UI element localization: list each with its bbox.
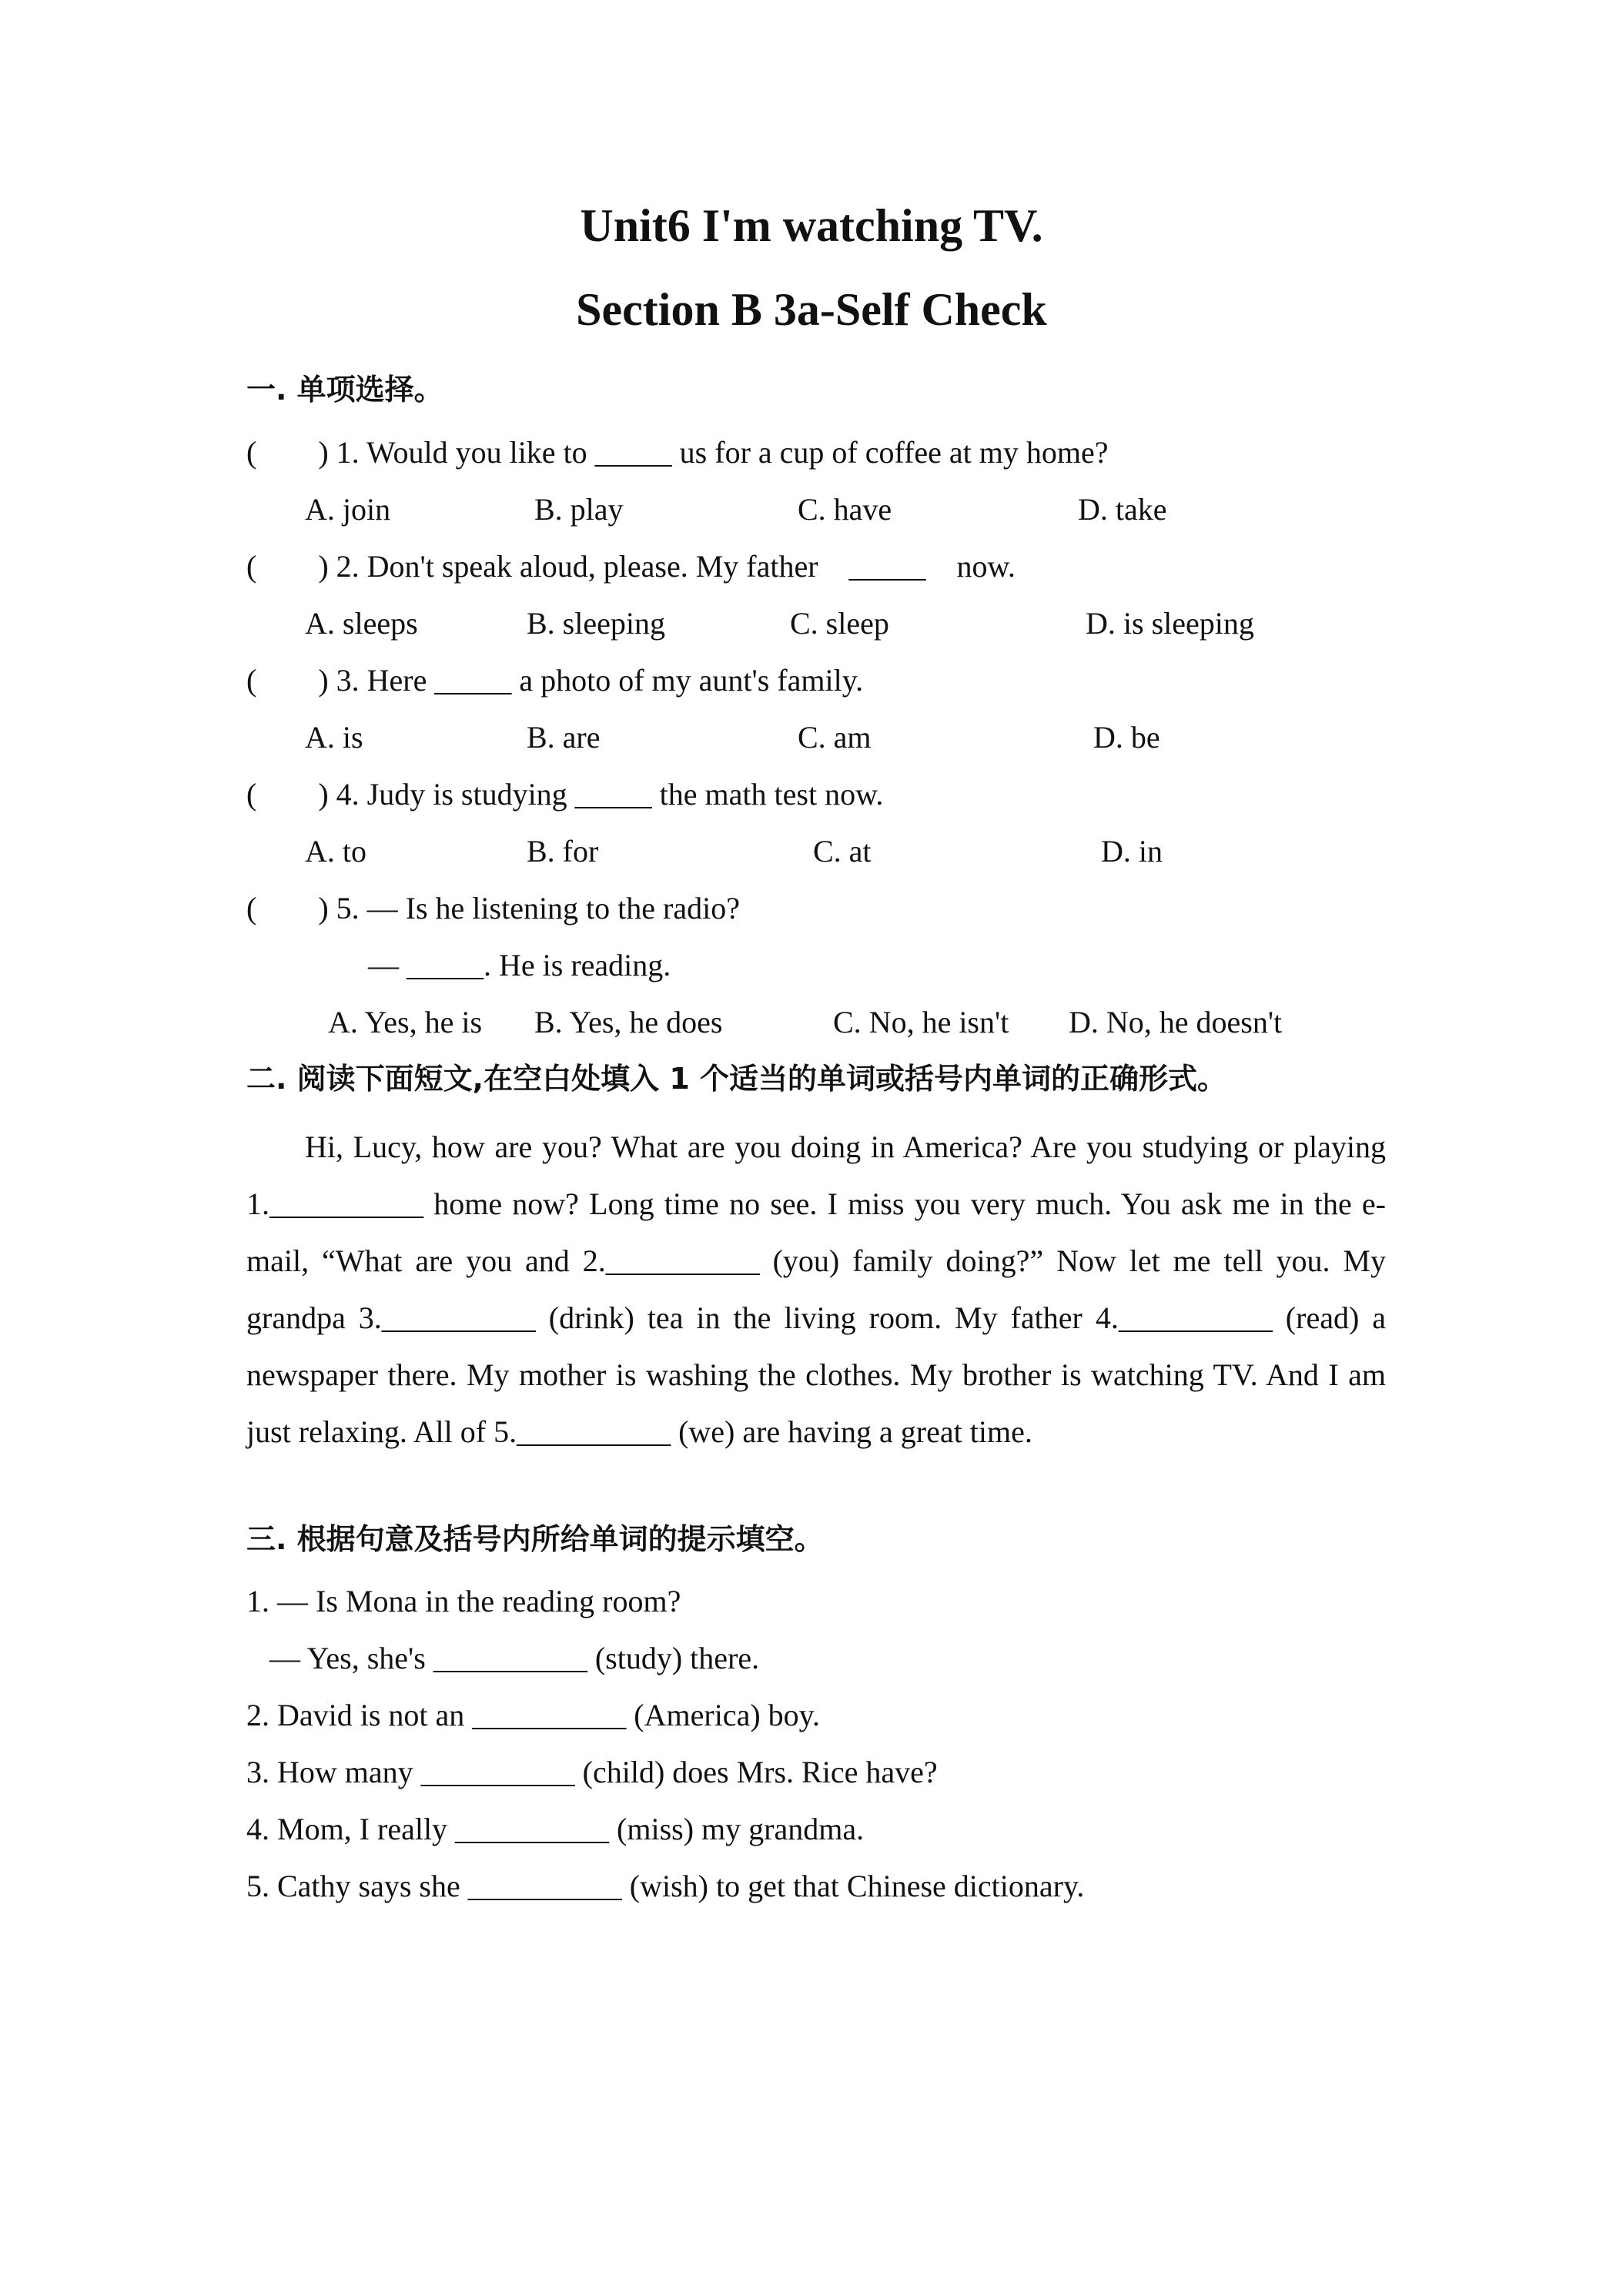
question-stem: ( ) 4. Judy is studying _____ the math test now. xyxy=(246,777,884,812)
option-a: A. Yes, he is xyxy=(328,1005,483,1039)
fill-item: 5. Cathy says she __________ (wish) to get that Chinese dictionary. xyxy=(246,1869,1085,1903)
question-stem: ( ) 1. Would you like to _____ us for a cup of coffee at my home? xyxy=(246,435,1109,470)
option-d: D. in xyxy=(1101,834,1163,869)
question-stem: ( ) 3. Here _____ a photo of my aunt's family. xyxy=(246,663,864,698)
option-b: B. are xyxy=(527,720,601,755)
option-a: A. sleeps xyxy=(305,606,418,641)
question-stem: ( ) 5. — Is he listening to the radio? xyxy=(246,891,740,925)
option-d: D. No, he doesn't xyxy=(1069,1005,1283,1039)
fill-item: 3. How many __________ (child) does Mrs. Rice have? xyxy=(246,1755,938,1789)
option-c: C. at xyxy=(813,834,872,869)
section-heading-3: 三. 根据句意及括号内所给单词的提示填空。 xyxy=(246,1522,824,1556)
option-b: B. for xyxy=(527,834,599,869)
fill-item: 2. David is not an __________ (America) boy. xyxy=(246,1698,821,1732)
option-a: A. to xyxy=(305,834,366,869)
option-c: C. No, he isn't xyxy=(833,1005,1009,1039)
section-heading-2: 二. 阅读下面短文,在空白处填入 1 个适当的单词或括号内单词的正确形式。 xyxy=(246,1062,1227,1096)
page-title: Unit6 I'm watching TV. xyxy=(580,200,1043,251)
page-subtitle: Section B 3a-Self Check xyxy=(576,284,1047,335)
section-heading-1: 一. 单项选择。 xyxy=(246,373,443,407)
option-b: B. play xyxy=(534,492,624,527)
fill-item: — Yes, she's __________ (study) there. xyxy=(254,1641,760,1675)
option-d: D. is sleeping xyxy=(1086,606,1254,641)
fill-item: 1. — Is Mona in the reading room? xyxy=(246,1584,681,1618)
option-c: C. am xyxy=(798,720,872,755)
reading-passage xyxy=(246,1119,1386,1461)
option-c: C. sleep xyxy=(790,606,889,641)
option-a: A. is xyxy=(305,720,363,755)
question-stem-answer: — _____. He is reading. xyxy=(368,948,671,982)
option-c: C. have xyxy=(798,492,892,527)
fill-item: 4. Mom, I really __________ (miss) my grandma. xyxy=(246,1812,865,1846)
option-b: B. sleeping xyxy=(527,606,665,641)
option-d: D. be xyxy=(1093,720,1160,755)
option-a: A. join xyxy=(305,492,391,527)
passage-text: Hi, Lucy, how are you? What are you doing in America? Are you studying or playing 1.__________ home now? Long time no see. I miss you very much. You ask me in the e-mail, “What are you and 2.__________ (you) family doing?” Now let me tell you. My grandpa 3.__________ (drink) tea in the living room. My father 4.__________ (read) a newspaper there. My mother is washing the clothes. My brother is watching TV. And I am just relaxing. All of 5.__________ (we) are having a great time. xyxy=(246,1130,1386,1449)
option-d: D. take xyxy=(1078,492,1167,527)
question-stem: ( ) 2. Don't speak aloud, please. My father _____ now. xyxy=(246,549,1016,584)
option-b: B. Yes, he does xyxy=(534,1005,723,1039)
